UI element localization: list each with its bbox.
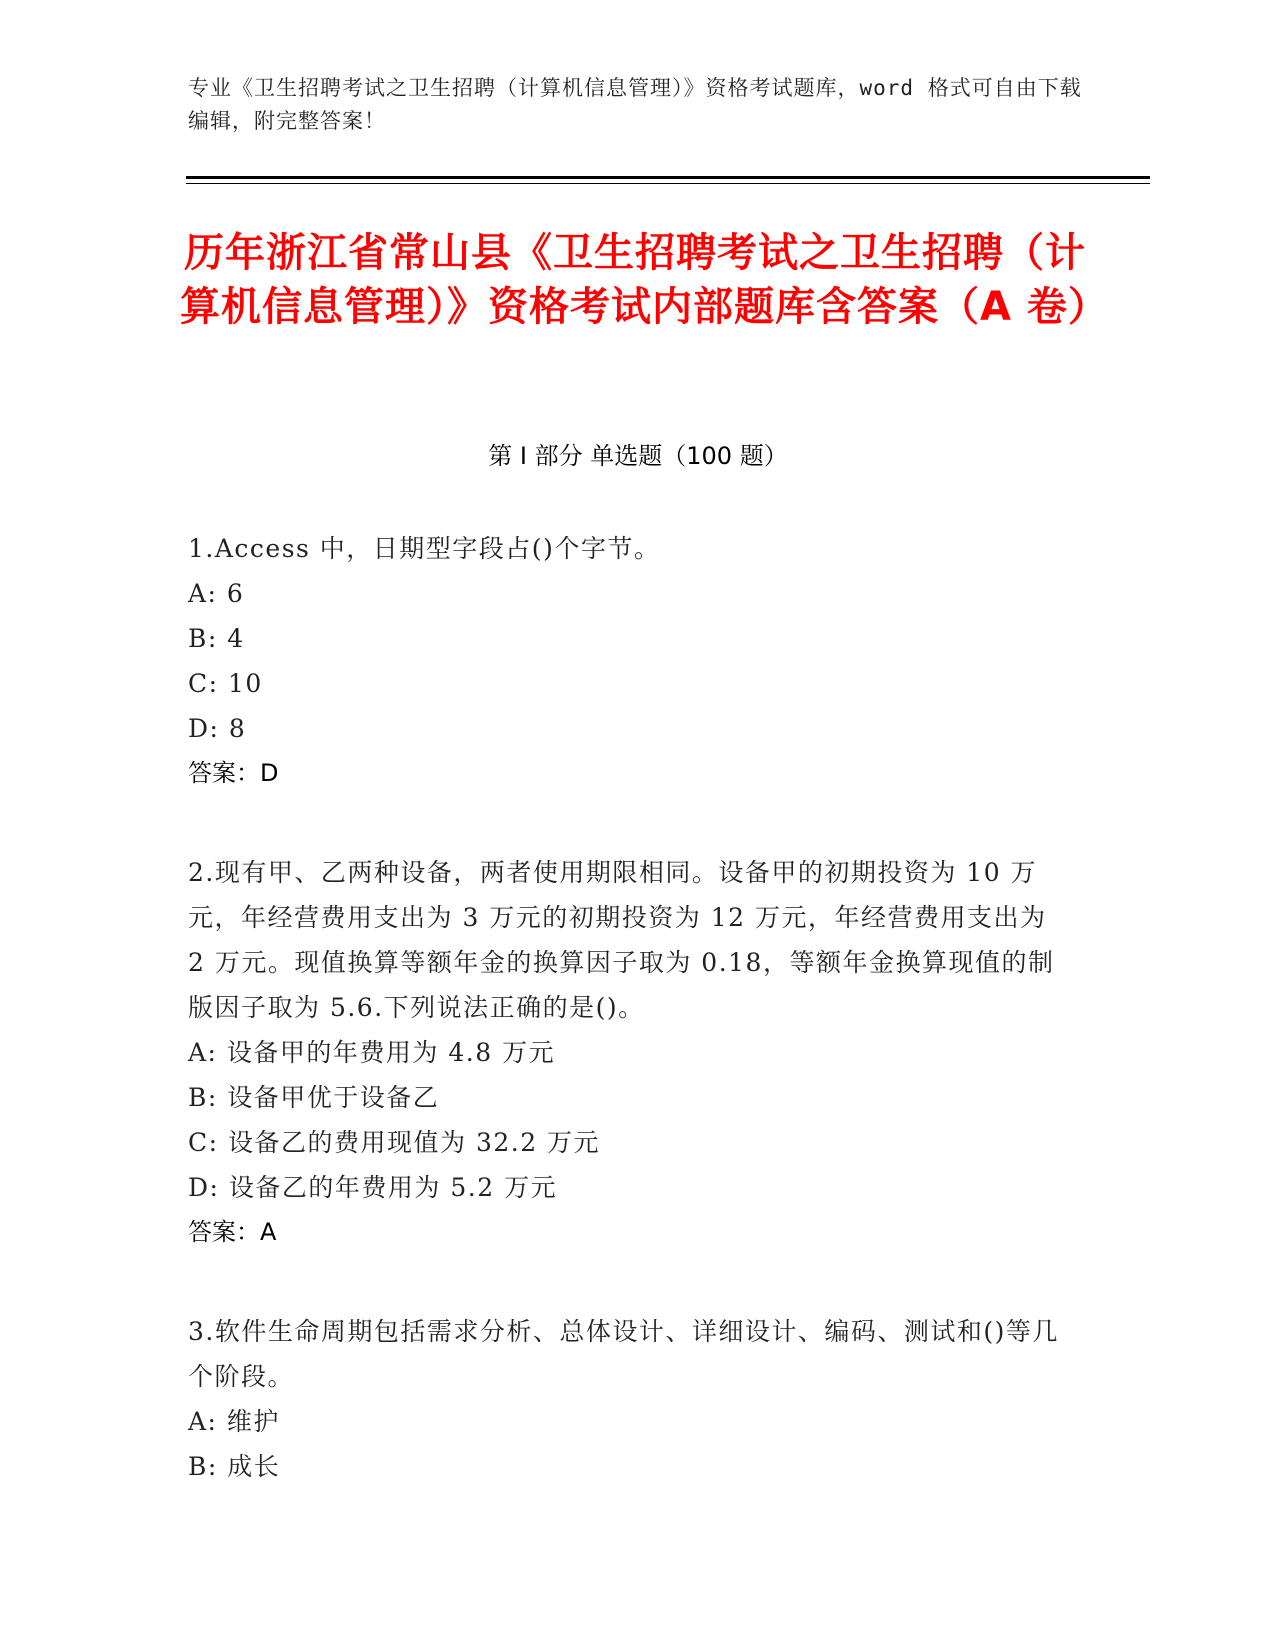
- option-a: A: 维护: [188, 1407, 280, 1436]
- question-stem: 1.Access 中，日期型字段占()个字节。: [188, 534, 661, 563]
- question-stem: 3.软件生命周期包括需求分析、总体设计、详细设计、编码、测试和()等几个阶段。: [188, 1317, 1059, 1391]
- header-note: 专业《卫生招聘考试之卫生招聘（计算机信息管理）》资格考试题库，word 格式可自由下载编辑，附完整答案！: [188, 76, 1082, 133]
- section-title: 第 I 部分 单选题（100 题）: [488, 442, 788, 470]
- option-d: D: 8: [188, 714, 247, 743]
- document-title: 历年浙江省常山县《卫生招聘考试之卫生招聘（计算机信息管理）》资格考试内部题库含答案（A 卷）: [180, 230, 1109, 330]
- option-c: C: 10: [188, 669, 263, 698]
- option-a: A: 设备甲的年费用为 4.8 万元: [188, 1038, 556, 1067]
- header-rule-thick: [186, 176, 1150, 179]
- header-rule-thin: [186, 183, 1150, 184]
- option-b: B: 4: [188, 624, 245, 653]
- question-2: [188, 850, 1068, 1255]
- question-list: [188, 526, 1068, 1543]
- option-b: B: 设备甲优于设备乙: [188, 1083, 440, 1112]
- option-d: D: 设备乙的年费用为 5.2 万元: [188, 1173, 558, 1202]
- question-3: [188, 1309, 1068, 1489]
- option-b: B: 成长: [188, 1452, 281, 1481]
- question-stem: 2.现有甲、乙两种设备，两者使用期限相同。设备甲的初期投资为 10 万元，年经营费用支出为 3 万元的初期投资为 12 万元，年经营费用支出为 2 万元。现值换算等额年金的换算因子取为 0.18，等额年金换算现值的制版因子取为 5.6.下列说法正确的是()。: [188, 858, 1055, 1022]
- answer: 答案：D: [188, 759, 279, 787]
- answer: 答案：A: [188, 1218, 277, 1246]
- option-c: C: 设备乙的费用现值为 32.2 万元: [188, 1128, 601, 1157]
- option-a: A: 6: [188, 579, 245, 608]
- question-1: [188, 526, 1068, 796]
